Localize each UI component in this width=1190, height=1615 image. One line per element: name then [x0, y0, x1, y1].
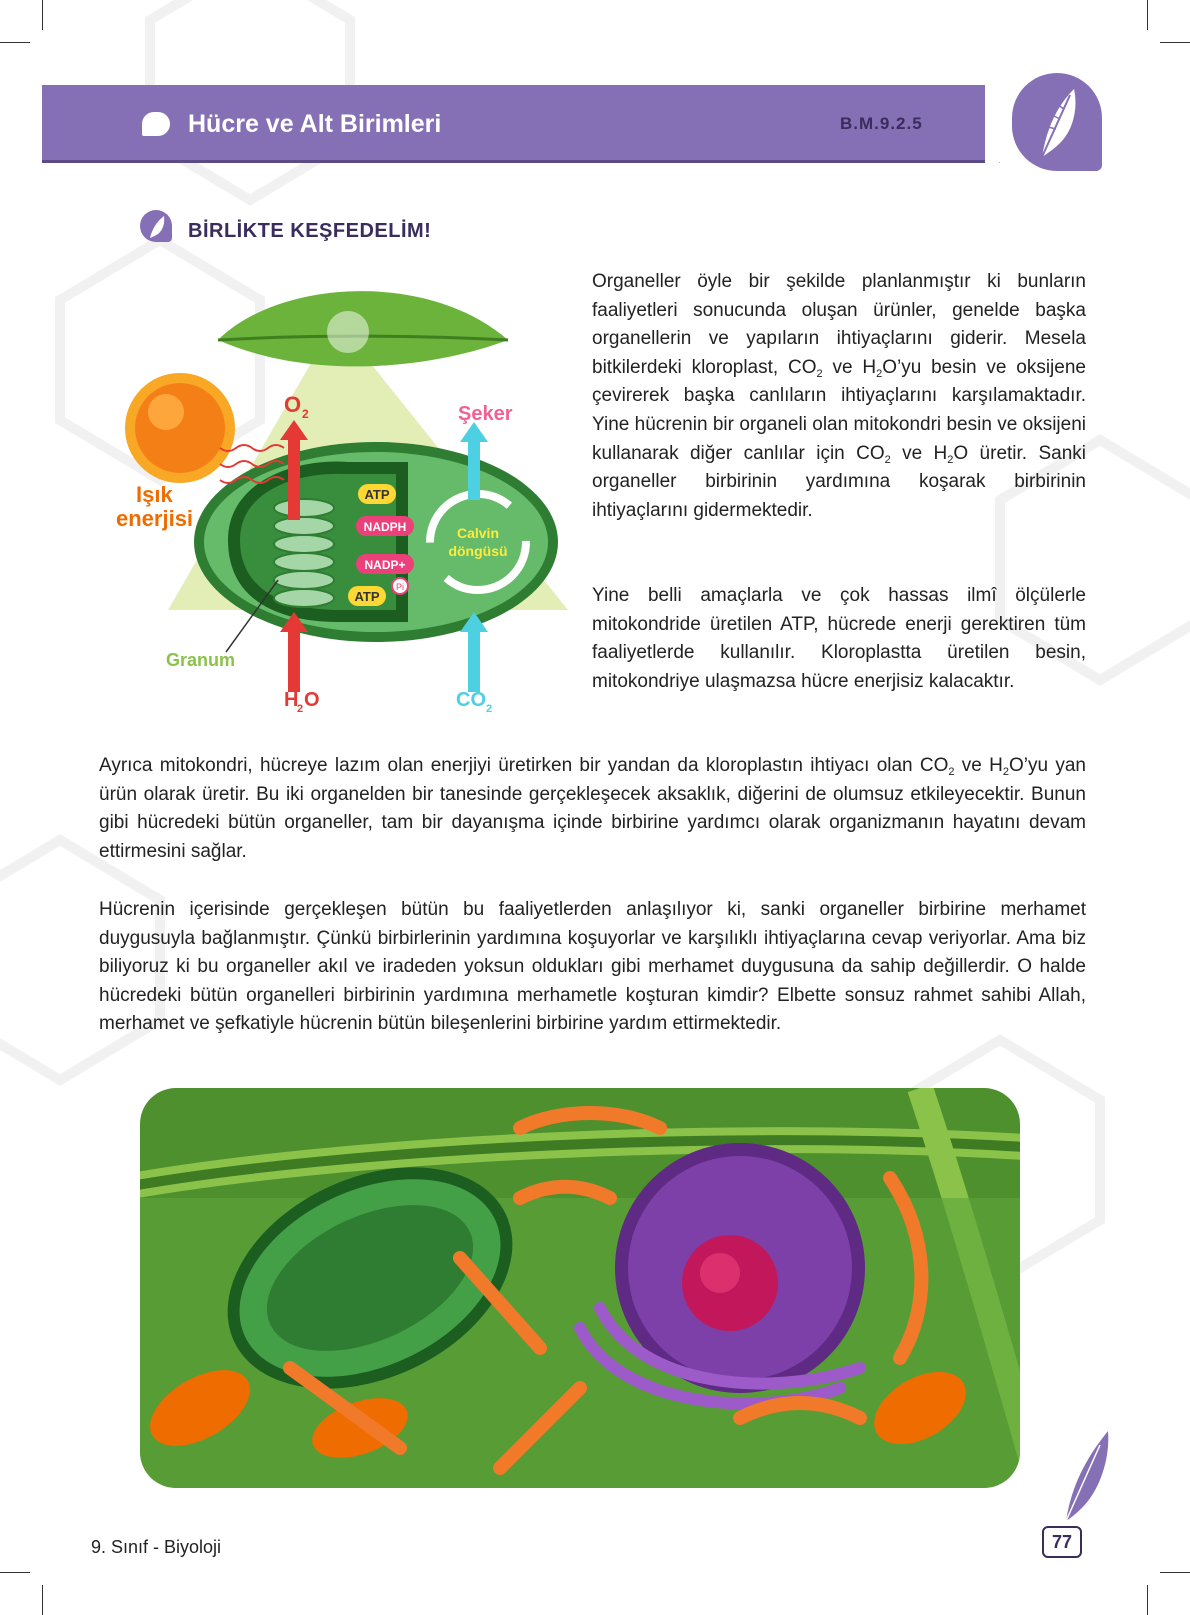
svg-text:H: H [284, 689, 299, 711]
svg-text:O: O [284, 392, 302, 417]
svg-text:Pi: Pi [395, 582, 405, 592]
header-badge [1012, 73, 1102, 171]
svg-text:NADP+: NADP+ [364, 558, 406, 572]
svg-text:Şeker: Şeker [458, 403, 513, 425]
crop-mark [1147, 0, 1148, 30]
svg-text:NADPH: NADPH [363, 520, 407, 534]
svg-text:2: 2 [302, 407, 309, 421]
svg-text:CO: CO [456, 689, 486, 711]
crop-mark [0, 42, 30, 43]
leaf-icon [218, 291, 508, 366]
paragraph-2: Yine belli amaçlarla ve çok hassas ilmî ölçülerle mitokondride üretilen ATP, hücrede enerji gerektiren tüm faaliyetlerde kullanılır. Kloroplastta üretilen besin, mitokondriye ulaşmazsa hücre enerjisiz kalacaktır. [592, 585, 1086, 692]
svg-text:ATP: ATP [354, 589, 380, 604]
header-notch [985, 75, 1003, 170]
header-bullet-icon [142, 112, 170, 136]
curriculum-code: B.M.9.2.5 [840, 114, 923, 133]
section-feather-icon [140, 210, 172, 242]
svg-text:döngüsü: döngüsü [448, 543, 508, 559]
sun-icon [125, 373, 235, 483]
section-title: BİRLİKTE KEŞFEDELİM! [188, 220, 432, 242]
svg-text:2: 2 [486, 703, 493, 715]
svg-text:enerjisi: enerjisi [116, 506, 194, 531]
page-number: 77 [1042, 1526, 1082, 1558]
chloroplast-diagram [108, 280, 568, 720]
header-underline [42, 160, 1000, 163]
svg-text:ATP: ATP [364, 487, 390, 502]
paragraph-1: Organeller öyle bir şekilde planlanmıştır ki bunların faaliyetleri sonucunda oluşan ürünler, genelde başka organellerin ve yapıların ihtiyaçlarını giderir. Mesela bitkilerdeki kloroplast, $CO_2$ ve $H_2O’yu$ besin ve oksijene çevirerek başka canlıların ihtiyaçlarını karşılamaktadır. Yine hücrenin bir organeli olan mitokondri besin ve oksijeni kullanarak diğer canlılar için $CO_2$ ve $H_2O$ üretir. Sanki organeller birbirinin yardımına koşarak birbirinin ihtiyaçlarını gidermektedir. [592, 271, 1086, 521]
crop-mark [42, 1585, 43, 1615]
book-title: 9. Sınıf - Biyoloji [91, 1537, 222, 1557]
svg-text:Işık: Işık [136, 482, 173, 507]
crop-mark [42, 0, 43, 30]
crop-mark [1160, 1572, 1190, 1573]
svg-text:Granum: Granum [166, 650, 236, 670]
paragraph-4: Hücrenin içerisinde gerçekleşen bütün bu faaliyetlerden anlaşılıyor ki, sanki organeller birbirine merhamet duygusuyla bağlanmıştır. Çünkü birbirlerinin yardımına koşuyorlar ve karşılıklı ihtiyaçlarına cevap veriyorlar. Ama biz biliyoruz ki bu organeller akıl ve iradeden yoksun oldukları gibi merhamet duygusuna da sahip değillerdir. O halde hücredeki bütün organelleri birbirinin yardımına merhametle koşturan kimdir? Elbette sonsuz rahmet sahibi Allah, merhamet ve şefkatiyle hücrenin bütün bileşenlerini birbirine yardım ettirmektedir. [99, 899, 1086, 1035]
crop-mark [1160, 42, 1190, 43]
paragraph-3: Ayrıca mitokondri, hücreye lazım olan enerjiyi üretirken bir yandan da kloroplastın ihtiyacı olan $CO_2$ ve $H_2O’yu$ yan ürün olarak üretir. Bu iki organelden bir tanesinde gerçekleşecek aksaklık, diğerini de olumsuz etkileyecektir. Bunun gibi hücredeki bütün organeller, tam bir dayanışma içinde birbirine yardımcı olarak organizmanın hayatını devam ettirmesini sağlar. [99, 755, 1086, 862]
chapter-title: Hücre ve Alt Birimleri [188, 110, 442, 138]
plant-cell-illustration [140, 1088, 1020, 1488]
crop-mark [0, 1572, 30, 1573]
svg-text:O: O [304, 689, 320, 711]
quill-icon [1052, 1425, 1112, 1530]
svg-text:Calvin: Calvin [456, 525, 500, 541]
feather-icon [1012, 73, 1102, 171]
crop-mark [1147, 1585, 1148, 1615]
svg-text:2: 2 [297, 703, 304, 715]
